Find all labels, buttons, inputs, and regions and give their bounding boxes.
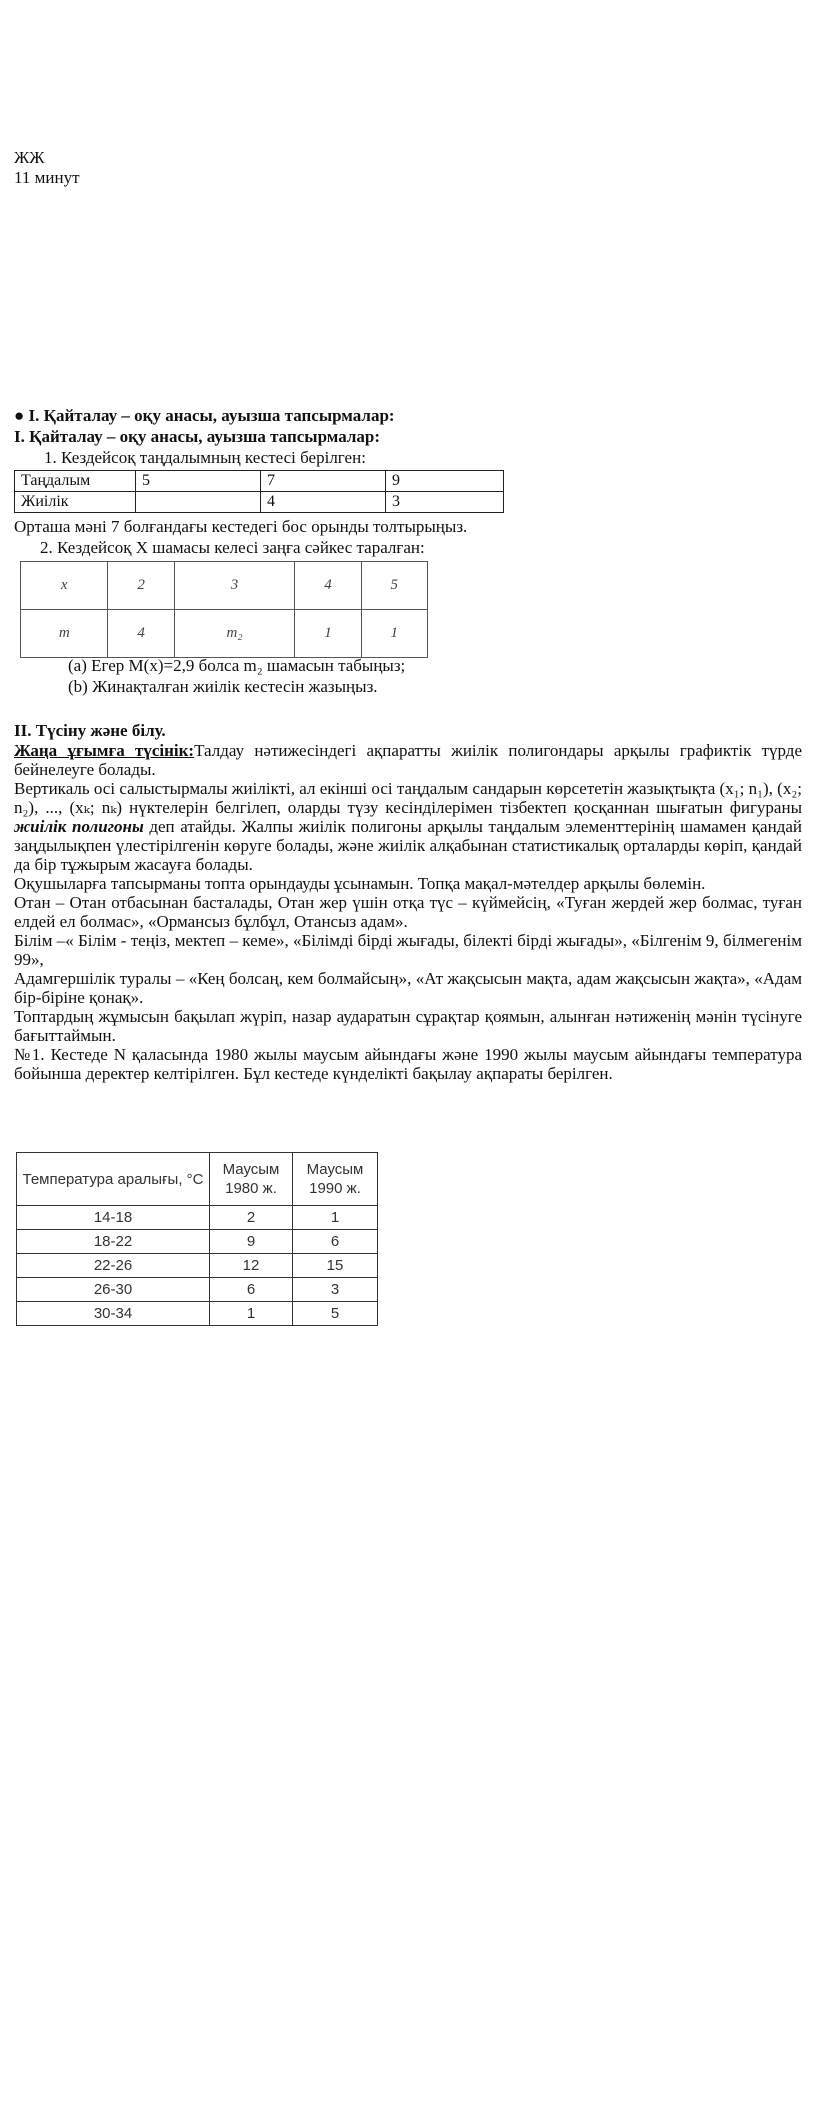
- table-cell: 6: [210, 1278, 293, 1302]
- table-cell: 15: [293, 1254, 378, 1278]
- temperature-table: [16, 1152, 378, 1326]
- table-cell: 1: [361, 610, 427, 658]
- table-cell: 12: [210, 1254, 293, 1278]
- table-row: [21, 610, 428, 658]
- table-cell: 26-30: [17, 1278, 210, 1302]
- table-cell: 6: [293, 1230, 378, 1254]
- table-cell: 5: [293, 1302, 378, 1326]
- distribution-table: [20, 561, 428, 658]
- lesson-duration: 11 минут: [14, 168, 80, 187]
- table-cell: 2: [210, 1206, 293, 1230]
- concept-paragraph: [14, 741, 802, 779]
- table-cell: 9: [210, 1230, 293, 1254]
- table-row: [17, 1278, 378, 1302]
- task2-text: 2. Кездейсоқ X шамасы келесі заңға сәйкес таралған:: [40, 538, 425, 557]
- table-cell: Таңдалым: [15, 471, 136, 492]
- table-header: Маусым 1980 ж.: [210, 1153, 293, 1206]
- table-cell: 3: [293, 1278, 378, 1302]
- monitoring-paragraph: Топтардың жұмысын бақылап жүріп, назар аударатын сұрақтар қоямын, алынған нәтиженің мәнін түсінуге бағыттаймын.: [14, 1007, 802, 1045]
- table-cell: 18-22: [17, 1230, 210, 1254]
- table-header: Температура аралығы, °C: [17, 1153, 210, 1206]
- concept-label: Жаңа ұғымға түсінік:: [14, 741, 195, 760]
- sample-table: [14, 470, 504, 513]
- proverb-knowledge: Білім –« Білім - теңіз, мектеп – кеме», «Білімді бірді жығады, білекті бірді жығады», «Білгенім 9, білмегенім 99»,: [14, 931, 802, 969]
- proverb-morality: Адамгершілік туралы – «Кең болсаң, кем болмайсың», «Ат жақсысын мақта, адам жақсысын жақта», «Адам бір-біріне қонақ».: [14, 969, 802, 1007]
- task1-text: 1. Кездейсоқ таңдалымның кестесі берілген:: [44, 448, 366, 467]
- table-cell: 4: [295, 562, 361, 610]
- concept-text: Талдау нәтижесіндегі ақпаратты жиілік полигондары арқылы графиктік түрде бейнелеуге болады.: [14, 741, 802, 779]
- table-cell: 1: [293, 1206, 378, 1230]
- table-cell: 2: [108, 562, 174, 610]
- table-row: [17, 1230, 378, 1254]
- table-cell: 7: [261, 471, 386, 492]
- table-cell: 1: [295, 610, 361, 658]
- table-cell: m: [21, 610, 108, 658]
- table-row: [21, 562, 428, 610]
- polygon-paragraph: Вертикаль осі салыстырмалы жиілікті, ал екінші осі таңдалым сандарын көрсететін жазықтықта (x₁; n₁), (x₂; n₂), ..., (xₖ; nₖ) нүктелерін белгілеп, оларды түзу кесінділерімен тізбектеп қосқаннан шығатын фигураны жиілік полигоны деп атайды. Жалпы жиілік полигоны арқылы таңдалым элементтерінің шамамен қандай заңдылықпен үлестірілгенін көруге болады, және жиілік алқабынан статистикалық орталарды көріп, қандай да бір тұжырым жасауға болады.: [14, 779, 802, 874]
- task2-part-a: (a) Егер M(x)=2,9 болса m₂ шамасын табыңыз;: [68, 656, 406, 675]
- lesson-code: ЖЖ: [14, 148, 45, 167]
- task3-paragraph: №1. Кестеде N қаласында 1980 жылы маусым айындағы және 1990 жылы маусым айындағы температура бойынша деректер келтірілген. Бұл кестеде күнделікті бақылау ақпараты берілген.: [14, 1045, 802, 1083]
- table-cell: 4: [261, 492, 386, 513]
- table-header-row: [17, 1153, 378, 1206]
- section2-heading: II. Түсіну және білу.: [14, 721, 166, 740]
- table-row: [17, 1302, 378, 1326]
- bullet-heading: ● I. Қайталау – оқу анасы, ауызша тапсырмалар:: [14, 406, 395, 425]
- proverb-homeland: Отан – Отан отбасынан басталады, Отан жер үшін отқа түс – күймейсің, «Туған жердей жер болмас, туған елдей ел болмас», «Ормансыз бұлбұл, Отансыз адам».: [14, 893, 802, 931]
- table-cell: 3: [386, 492, 504, 513]
- bullet-icon: ●: [14, 406, 25, 425]
- polygon-term: жиілік полигоны: [14, 817, 144, 836]
- section2-body: [14, 741, 802, 1083]
- table-row: [17, 1254, 378, 1278]
- table-cell: m₂: [174, 610, 294, 658]
- table-cell: 4: [108, 610, 174, 658]
- table-cell: 5: [361, 562, 427, 610]
- table-row: [15, 471, 504, 492]
- table-cell: 30-34: [17, 1302, 210, 1326]
- table-cell: 3: [174, 562, 294, 610]
- table-cell: 9: [386, 471, 504, 492]
- table-cell: 14-18: [17, 1206, 210, 1230]
- table-cell: x: [21, 562, 108, 610]
- table-row: [17, 1206, 378, 1230]
- table-row: [15, 492, 504, 513]
- table-cell-empty: [136, 492, 261, 513]
- task2-part-b: (b) Жинақталған жиілік кестесін жазыңыз.: [68, 677, 378, 696]
- group-paragraph: Оқушыларға тапсырманы топта орындауды ұсынамын. Топқа мақал-мәтелдер арқылы бөлемін.: [14, 874, 706, 893]
- section1-heading: I. Қайталау – оқу анасы, ауызша тапсырмалар:: [14, 427, 381, 446]
- table-cell: 22-26: [17, 1254, 210, 1278]
- table-header: Маусым 1990 ж.: [293, 1153, 378, 1206]
- task1-instruction: Орташа мәні 7 болғандағы кестедегі бос орынды толтырыңыз.: [14, 517, 468, 536]
- table-cell: Жиілік: [15, 492, 136, 513]
- table-cell: 5: [136, 471, 261, 492]
- table-cell: 1: [210, 1302, 293, 1326]
